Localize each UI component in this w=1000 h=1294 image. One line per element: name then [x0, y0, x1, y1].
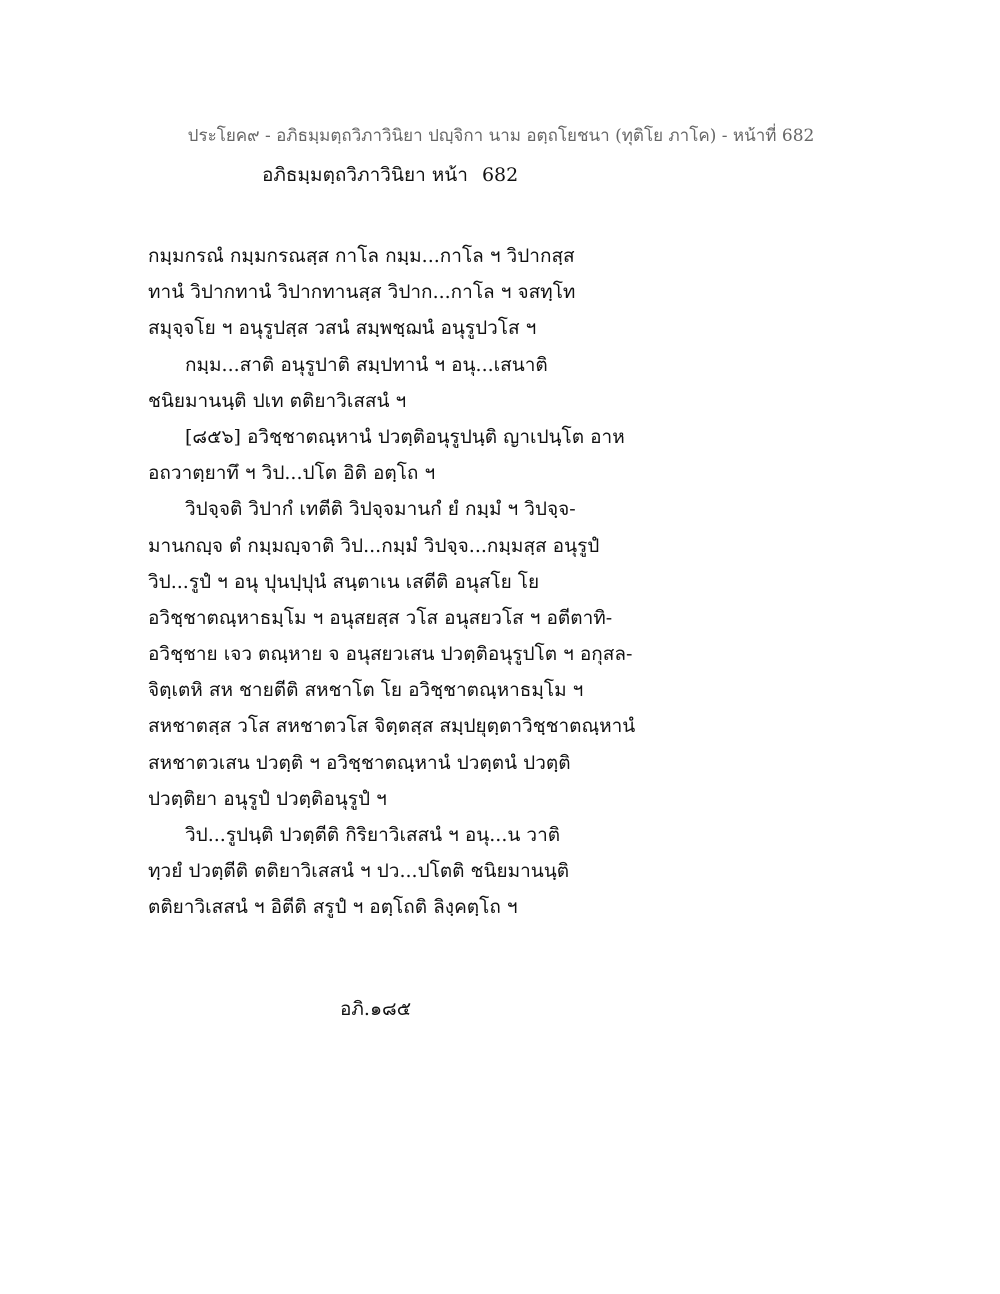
page-heading — [262, 160, 518, 190]
text-line: วิป...รูปํ ฯ อนุ ปุนปฺปุนํ สนฺตาเน เสตีติ อนุสโย โย — [148, 570, 540, 593]
text-line: สมุจฺจโย ฯ อนุรูปสฺส วสนํ สมฺพชฺฌนํ อนุรูปวโส ฯ — [148, 317, 537, 340]
page-footer: อภิ.๑๘๕ — [340, 998, 412, 1020]
text-line: กมฺมกรณํ กมฺมกรณสฺส กาโล กมฺม...กาโล ฯ วิปากสฺส — [148, 245, 575, 267]
text-line: ปวตฺติยา อนุรูปํ ปวตฺติอนุรูปํ ฯ — [148, 787, 387, 810]
text-line: กมฺม...สาติ อนุรูปาติ สมฺปทานํ ฯ อนุ...เสนาติ — [185, 353, 548, 376]
page-number: 682 — [481, 164, 519, 186]
text-line: ทฺวยํ ปวตฺตีติ ตติยาวิเสสนํ ฯ ปว...ปโตติ ชนิยมานนฺติ — [148, 860, 570, 883]
text-line: สหชาตวเสน ปวตฺติ ฯ อวิชฺชาตณฺหานํ ปวตฺตนํ ปวตฺติ — [148, 751, 571, 774]
text-line: อวิชฺชาตณฺหาธมฺโม ฯ อนุสยสฺส วโส อนุสยวโส ฯ อตีตาทิ- — [148, 606, 613, 629]
text-line: [๘๕๖] อวิชฺชาตณฺหานํ ปวตฺติอนุรูปนฺติ ญาเปนฺโต อาห — [185, 425, 625, 448]
text-line: วิปจฺจติ วิปากํ เทตีติ วิปจฺจมานกํ ยํ กมฺมํ ฯ วิปจฺจ- — [185, 498, 576, 521]
text-line: ชนิยมานนฺติ ปเท ตติยาวิเสสนํ ฯ — [148, 389, 407, 412]
body-text — [148, 238, 668, 926]
text-line: สหชาตสฺส วโส สหชาตวโส จิตฺตสฺส สมฺปยุตฺตาวิชฺชาตณฺหานํ — [148, 715, 636, 738]
text-line: อวิชฺชาย เจว ตณฺหาย จ อนุสยวเสน ปวตฺติอนุรูปโต ฯ อกุสล- — [148, 643, 633, 666]
text-line: ทานํ วิปากทานํ วิปากทานสฺส วิปาก...กาโล ฯ จสทฺโท — [148, 281, 576, 304]
text-line: มานกญฺจ ตํ กมฺมญฺจาติ วิป...กมฺมํ วิปจฺจ...กมฺมสฺส อนุรูปํ — [148, 534, 600, 557]
text-line: อถวาตฺยาทึ ฯ วิป...ปโต อิติ อตฺโถ ฯ — [148, 462, 436, 485]
text-line: จิตฺเตหิ สห ชายตีติ สหชาโต โย อวิชฺชาตณฺหาธมฺโม ฯ — [148, 679, 584, 702]
running-header: ประโยค๙ - อภิธมฺมตฺถวิภาวินิยา ปญฺจิกา นาม อตฺถโยชนา (ทุติโย ภาโค) - หน้าที่ 682 — [187, 126, 815, 146]
text-line: วิป...รูปนฺติ ปวตฺตีติ กิริยาวิเสสนํ ฯ อนุ...น วาติ — [185, 824, 561, 846]
text-line: ตติยาวิเสสนํ ฯ อิตีติ สรูปํ ฯ อตฺโถติ ลิงฺคตฺโถ ฯ — [148, 896, 518, 919]
page-heading-title: อภิธมฺมตฺถวิภาวินิยา หน้า — [262, 164, 468, 186]
